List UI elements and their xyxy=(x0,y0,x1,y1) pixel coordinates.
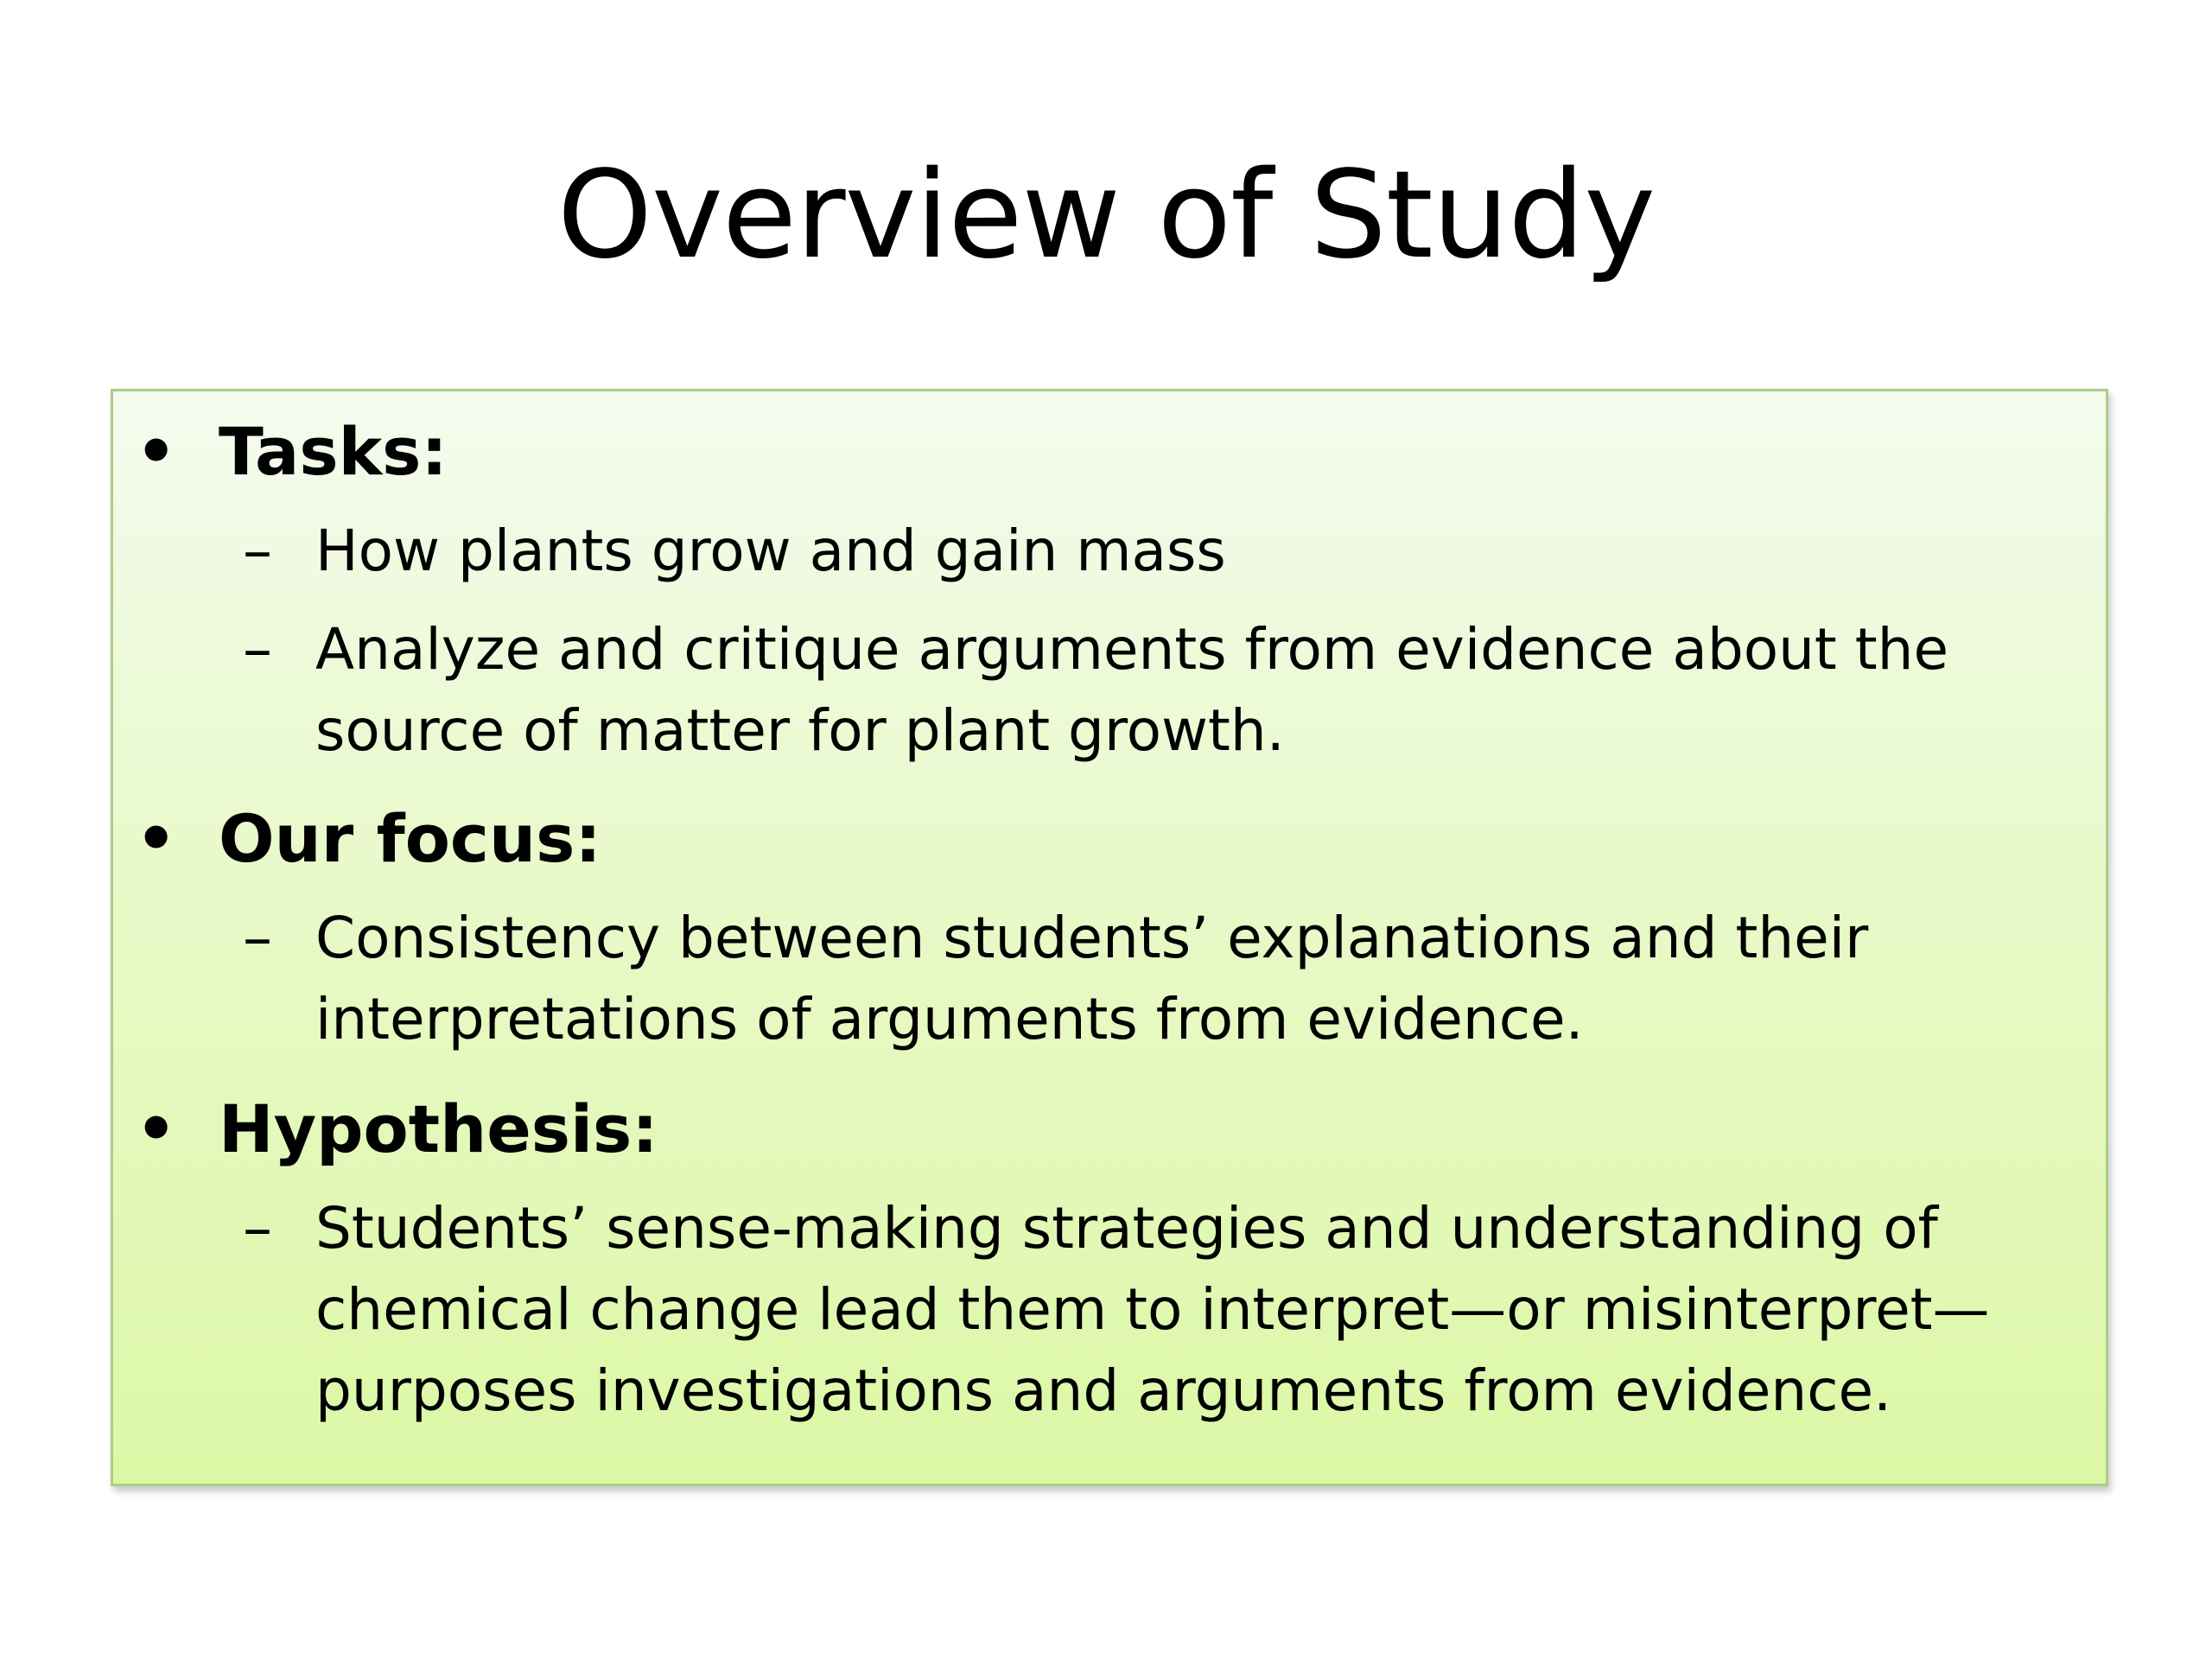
sub-item-text: Consistency between students’ explanations and their interpretations of arguments from evidence. xyxy=(315,905,1869,1052)
bullet-label-hypothesis: Hypothesis: xyxy=(219,1090,658,1167)
content-box xyxy=(111,389,2108,1486)
dash-marker: – xyxy=(243,904,272,972)
bullet-marker: • xyxy=(136,802,177,876)
sub-item-text: Students’ sense-making strategies and understanding of chemical change lead them to interpret—or misinterpret—purposes investigations and arguments from evidence. xyxy=(315,1195,1990,1424)
bullet-marker: • xyxy=(136,1092,177,1166)
sub-item-text: Analyze and critique arguments from evidence about the source of matter for plant growth. xyxy=(315,616,1949,764)
sub-item-analyze-critique xyxy=(113,609,2111,772)
bullet-label-our-focus: Our focus: xyxy=(219,800,601,877)
sub-item-sense-making xyxy=(113,1188,2111,1432)
sub-item-text: How plants grow and gain mass xyxy=(315,518,1226,584)
bullet-hypothesis xyxy=(113,1086,2111,1173)
dash-marker: – xyxy=(243,1194,272,1262)
bullet-label-tasks: Tasks: xyxy=(219,413,448,490)
dash-marker: – xyxy=(243,615,272,683)
slide-title: Overview of Study xyxy=(556,145,1656,286)
sub-item-consistency xyxy=(113,898,2111,1060)
sub-item-plants-grow xyxy=(113,511,2111,592)
dash-marker: – xyxy=(243,517,272,585)
bullet-marker: • xyxy=(136,415,177,489)
bullet-tasks xyxy=(113,409,2111,495)
bullet-our-focus xyxy=(113,796,2111,882)
